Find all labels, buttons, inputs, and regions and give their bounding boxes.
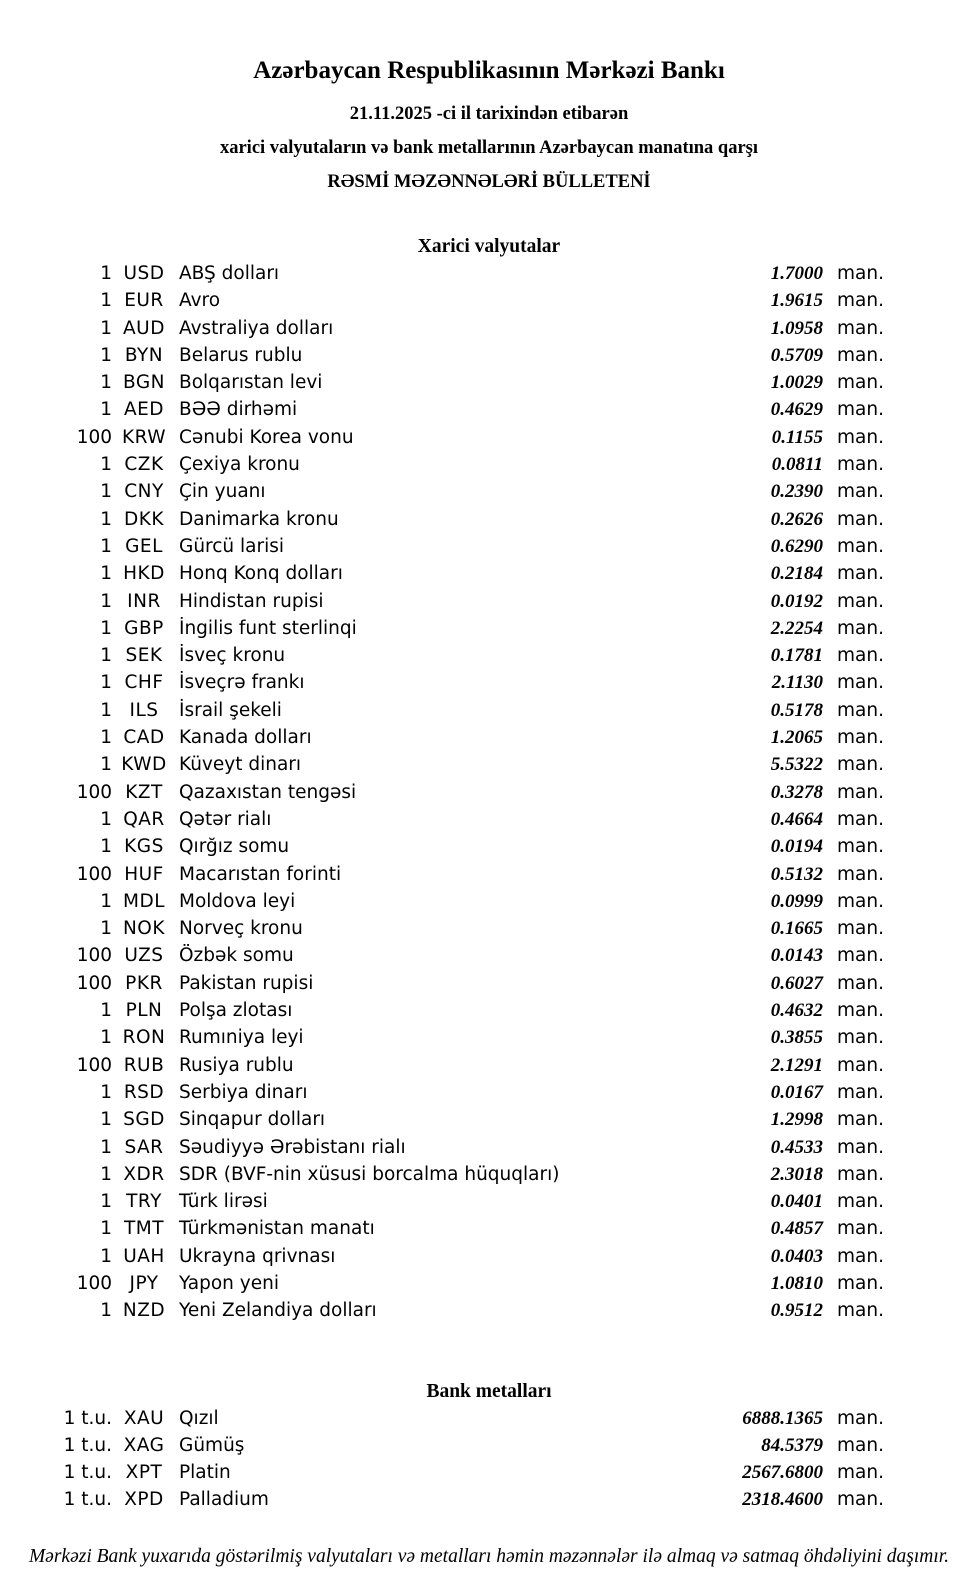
currency-rate-row [0,342,890,369]
rate-value-cell: 2.1291 [770,1054,823,1076]
unit-label-cell: man. [837,426,884,448]
currency-name-cell: Palladium [179,1489,269,1511]
quantity-cell: 1 t.u. [63,1489,112,1511]
unit-label-cell: man. [837,399,884,421]
currency-rate-row [0,478,890,505]
currency-code-cell: HKD [123,563,165,585]
quantity-cell: 1 [100,317,112,339]
currency-rate-row [0,724,890,751]
unit-label-cell: man. [837,1272,884,1294]
currency-name-cell: BƏƏ dirhəmi [179,399,298,421]
rate-value-cell: 0.4857 [770,1218,823,1240]
currency-code-cell: MDL [122,890,165,912]
quantity-cell: 1 t.u. [63,1407,112,1429]
currency-name-cell: Çin yuanı [179,481,266,503]
currency-rate-row [0,1297,890,1324]
rate-value-cell: 0.1155 [771,426,823,448]
currency-name-cell: SDR (BVF-nin xüsusi borcalma hüquqları) [179,1163,560,1185]
quantity-cell: 1 [100,1109,112,1131]
currency-name-cell: Çexiya kronu [179,454,300,476]
currency-code-cell: USD [123,263,165,284]
currency-rate-row [0,615,890,642]
currency-rate-row [0,1161,890,1188]
quantity-cell: 1 [100,1136,112,1158]
currency-code-cell: GBP [124,617,164,639]
currency-rate-row [0,1079,890,1106]
metal-rate-row [0,1432,890,1459]
bank-metals-section [0,1379,978,1514]
quantity-cell: 1 [100,918,112,940]
bulletin-footer [0,1544,978,1570]
rate-value-cell: 0.0143 [770,945,823,967]
currency-name-cell: Cənubi Korea vonu [179,426,354,448]
rate-value-cell: 0.0167 [770,1081,823,1103]
bank-title: Azərbaycan Respublikasının Mərkəzi Bankı [253,57,725,84]
quantity-cell: 1 [100,699,112,721]
currency-name-cell: Rumıniya leyi [179,1027,304,1049]
rate-value-cell: 1.0810 [770,1272,823,1294]
currency-name-cell: Honq Konq dolları [179,563,343,585]
currency-rate-row [0,833,890,860]
unit-label-cell: man. [837,1218,884,1240]
currency-code-cell: PKR [125,972,163,994]
currency-rate-row [0,424,890,451]
currency-code-cell: DKK [123,508,164,530]
currency-rate-row [0,260,890,287]
unit-label-cell: man. [837,535,884,557]
currency-rate-row [0,451,890,478]
currency-code-cell: SGD [123,1109,165,1131]
unit-label-cell: man. [837,590,884,612]
currency-rate-row [0,779,890,806]
currency-rate-row [0,369,890,396]
quantity-cell: 1 [100,808,112,830]
currency-rate-row [0,1188,890,1215]
currency-code-cell: SEK [125,645,163,667]
rate-value-cell: 1.7000 [770,263,823,284]
currency-name-cell: Yeni Zelandiya dolları [179,1300,377,1322]
unit-label-cell: man. [837,1136,884,1158]
currency-rate-row [0,970,890,997]
currency-name-cell: Macarıstan forinti [179,863,342,885]
currency-code-cell: NOK [122,918,166,940]
quantity-cell: 1 [100,1163,112,1185]
currency-name-cell: Qırğız somu [179,836,290,858]
currency-code-cell: EUR [124,290,164,312]
unit-label-cell: man. [837,1054,884,1076]
quantity-cell: 1 t.u. [63,1434,112,1456]
currency-name-cell: Bolqarıstan levi [179,372,323,394]
quantity-cell: 1 [100,1191,112,1213]
quantity-cell: 100 [76,426,112,448]
quantity-cell: 100 [76,945,112,967]
quantity-cell: 100 [76,1054,112,1076]
currency-name-cell: Gümüş [179,1434,245,1456]
currency-name-cell: Özbək somu [179,945,294,967]
currencies-rate-table [0,260,890,1325]
quantity-cell: 1 [100,399,112,421]
quantity-cell: 1 [100,1218,112,1240]
unit-label-cell: man. [837,781,884,803]
unit-label-cell: man. [837,1109,884,1131]
rate-value-cell: 0.2390 [770,481,823,503]
rate-value-cell: 1.0958 [770,317,823,339]
unit-label-cell: man. [837,945,884,967]
currency-name-cell: Avstraliya dolları [179,317,334,339]
rate-value-cell: 2.3018 [770,1163,823,1185]
unit-label-cell: man. [837,1027,884,1049]
currency-rate-row [0,1270,890,1297]
quantity-cell: 1 [100,754,112,776]
unit-label-cell: man. [837,1163,884,1185]
unit-label-cell: man. [837,1434,884,1456]
rate-value-cell: 0.2626 [770,508,823,530]
currency-name-cell: Türkmənistan manatı [179,1218,375,1240]
bulletin-title-line: RƏSMİ MƏZƏNNƏLƏRİ BÜLLETENİ [327,172,651,192]
rate-value-cell: 0.4632 [770,1000,823,1022]
currency-code-cell: HUF [124,863,164,885]
metals-rate-table [0,1405,890,1514]
currency-code-cell: CHF [124,672,164,694]
currency-name-cell: Norveç kronu [179,918,303,940]
rate-value-cell: 0.6290 [770,535,823,557]
currency-code-cell: UZS [124,945,164,967]
currency-code-cell: XPD [124,1489,164,1511]
unit-label-cell: man. [837,317,884,339]
currency-rate-row [0,861,890,888]
unit-label-cell: man. [837,699,884,721]
currency-code-cell: KGS [124,836,164,858]
currency-rate-row [0,669,890,696]
quantity-cell: 1 [100,481,112,503]
currency-code-cell: CAD [123,727,165,749]
currency-name-cell: Pakistan rupisi [179,972,314,994]
currency-name-cell: Platin [179,1462,231,1484]
currency-name-cell: Avro [179,290,221,312]
currency-name-cell: Səudiyyə Ərəbistanı rialı [179,1136,406,1158]
metal-rate-row [0,1459,890,1486]
currency-code-cell: XDR [123,1163,165,1185]
rate-value-cell: 0.1665 [770,918,823,940]
currency-code-cell: BGN [122,372,166,394]
unit-label-cell: man. [837,727,884,749]
unit-label-cell: man. [837,1300,884,1322]
currency-code-cell: KRW [121,426,167,448]
currency-code-cell: KWD [121,754,167,776]
currency-name-cell: Yapon yeni [179,1272,279,1294]
unit-label-cell: man. [837,617,884,639]
rate-value-cell: 0.0401 [770,1191,823,1213]
unit-label-cell: man. [837,454,884,476]
currency-name-cell: Belarus rublu [179,344,303,366]
quantity-cell: 1 [100,372,112,394]
currency-rate-row [0,506,890,533]
currency-code-cell: UAH [123,1245,165,1267]
rate-value-cell: 0.0999 [770,890,823,912]
currency-name-cell: İsrail şekeli [179,699,282,721]
rate-value-cell: 0.0811 [771,454,823,476]
rate-value-cell: 0.6027 [770,972,823,994]
currency-code-cell: QAR [123,808,165,830]
currency-code-cell: TMT [123,1218,165,1240]
currency-rate-row [0,1052,890,1079]
foreign-currencies-section [0,234,978,1325]
currency-rate-row [0,915,890,942]
rate-value-cell: 0.1781 [770,645,823,667]
unit-label-cell: man. [837,808,884,830]
currency-name-cell: Sinqapur dolları [179,1109,326,1131]
currency-name-cell: Kanada dolları [179,727,312,749]
unit-label-cell: man. [837,1245,884,1267]
currency-rate-row [0,1106,890,1133]
currency-rate-row [0,942,890,969]
currency-code-cell: XAG [123,1434,165,1456]
quantity-cell: 1 [100,290,112,312]
rate-value-cell: 0.4629 [770,399,823,421]
quantity-cell: 1 [100,1027,112,1049]
currency-name-cell: Qazaxıstan tengəsi [179,781,357,803]
rate-value-cell: 0.4533 [770,1136,823,1158]
unit-label-cell: man. [837,563,884,585]
currency-name-cell: İngilis funt sterlinqi [179,617,357,639]
currency-rate-row [0,697,890,724]
rate-value-cell: 2.2254 [770,617,823,639]
currency-name-cell: ABŞ dolları [179,263,280,284]
scope-line: xarici valyutaların və bank metallarının Azərbaycan manatına qarşı [219,138,759,158]
currency-name-cell: Qətər rialı [179,808,272,830]
currency-rate-row [0,1243,890,1270]
currency-code-cell: INR [127,590,161,612]
quantity-cell: 1 [100,1300,112,1322]
unit-label-cell: man. [837,481,884,503]
rate-value-cell: 0.4664 [770,808,823,830]
unit-label-cell: man. [837,1489,884,1511]
quantity-cell: 1 [100,645,112,667]
rate-value-cell: 0.9512 [770,1300,823,1322]
quantity-cell: 100 [76,1272,112,1294]
rate-value-cell: 0.5709 [770,344,823,366]
quantity-cell: 1 [100,836,112,858]
currency-rate-row [0,642,890,669]
currency-rate-row [0,315,890,342]
unit-label-cell: man. [837,290,884,312]
currency-rate-row [0,1215,890,1242]
quantity-cell: 1 [100,617,112,639]
unit-label-cell: man. [837,263,884,284]
currency-rate-row [0,997,890,1024]
currency-name-cell: Küveyt dinarı [179,754,302,776]
metals-section-heading: Bank metalları [426,1380,552,1402]
currency-rate-row [0,751,890,778]
rate-value-cell: 0.5132 [770,863,823,885]
currency-name-cell: Polşa zlotası [179,1000,293,1022]
currency-rate-row [0,560,890,587]
currency-rate-row [0,888,890,915]
unit-label-cell: man. [837,836,884,858]
currency-rate-row [0,287,890,314]
rate-value-cell: 0.5178 [770,699,823,721]
currency-code-cell: ILS [129,699,159,721]
currency-name-cell: İsveç kronu [179,645,286,667]
metal-rate-row [0,1405,890,1432]
unit-label-cell: man. [837,863,884,885]
currency-name-cell: Gürcü larisi [179,535,285,557]
quantity-cell: 100 [76,863,112,885]
unit-label-cell: man. [837,672,884,694]
obligation-note: Mərkəzi Bank yuxarıda göstərilmiş valyutaları və metalları həmin məzənnələr ilə almaq və satmaq öhdəliyini daşımır. [28,1545,950,1567]
unit-label-cell: man. [837,1462,884,1484]
rate-value-cell: 1.2065 [770,727,823,749]
rate-value-cell: 0.0194 [770,836,823,858]
quantity-cell: 1 [100,508,112,530]
unit-label-cell: man. [837,372,884,394]
currency-name-cell: İsveçrə frankı [179,672,305,694]
currency-code-cell: TRY [126,1191,162,1213]
currency-code-cell: AUD [123,317,165,339]
unit-label-cell: man. [837,645,884,667]
currency-code-cell: CNY [124,481,164,503]
quantity-cell: 1 [100,1081,112,1103]
quantity-cell: 1 [100,263,112,284]
rate-value-cell: 1.9615 [770,290,823,312]
rate-value-cell: 0.0192 [770,590,823,612]
rate-value-cell: 6888.1365 [742,1407,823,1429]
rate-value-cell: 2.1130 [771,672,823,694]
currency-code-cell: AED [123,399,165,421]
quantity-cell: 1 [100,672,112,694]
rate-value-cell: 0.3855 [770,1027,823,1049]
quantity-cell: 1 [100,727,112,749]
currency-code-cell: CZK [124,454,164,476]
unit-label-cell: man. [837,1191,884,1213]
quantity-cell: 1 [100,1000,112,1022]
unit-label-cell: man. [837,1407,884,1429]
currency-name-cell: Rusiya rublu [179,1054,294,1076]
currency-code-cell: PLN [125,1000,163,1022]
rate-value-cell: 2567.6800 [742,1462,823,1484]
quantity-cell: 1 [100,535,112,557]
currency-name-cell: Serbiya dinarı [179,1081,308,1103]
currency-name-cell: Türk lirəsi [179,1191,268,1213]
currency-code-cell: BYN [124,344,164,366]
quantity-cell: 1 [100,454,112,476]
currency-code-cell: JPY [129,1272,159,1294]
unit-label-cell: man. [837,1000,884,1022]
rate-value-cell: 0.3278 [770,781,823,803]
currency-rate-row [0,396,890,423]
currency-name-cell: Qızıl [179,1407,219,1429]
unit-label-cell: man. [837,890,884,912]
currency-rate-row [0,1024,890,1051]
currency-code-cell: RON [122,1027,166,1049]
unit-label-cell: man. [837,754,884,776]
rate-value-cell: 1.2998 [770,1109,823,1131]
currency-name-cell: Hindistan rupisi [179,590,324,612]
currency-rate-row [0,533,890,560]
currencies-section-heading: Xarici valyutalar [417,236,561,257]
metal-rate-row [0,1486,890,1513]
currency-code-cell: GEL [125,535,163,557]
rate-value-cell: 84.5379 [761,1434,823,1456]
unit-label-cell: man. [837,508,884,530]
unit-label-cell: man. [837,972,884,994]
currency-rate-row [0,806,890,833]
unit-label-cell: man. [837,344,884,366]
currency-code-cell: RUB [123,1054,165,1076]
quantity-cell: 1 [100,1245,112,1267]
quantity-cell: 1 [100,563,112,585]
rate-value-cell: 5.5322 [770,754,823,776]
currency-rate-row [0,588,890,615]
currency-code-cell: SAR [124,1136,164,1158]
quantity-cell: 1 [100,890,112,912]
currency-name-cell: Moldova leyi [179,890,296,912]
quantity-cell: 1 [100,344,112,366]
quantity-cell: 100 [76,972,112,994]
unit-label-cell: man. [837,918,884,940]
quantity-cell: 1 [100,590,112,612]
currency-code-cell: XAU [123,1407,165,1429]
currency-rate-row [0,1134,890,1161]
currency-code-cell: KZT [125,781,163,803]
currency-name-cell: Ukrayna qrivnası [179,1245,336,1267]
rate-value-cell: 1.0029 [770,372,823,394]
currency-code-cell: NZD [122,1300,166,1322]
effective-date-line: 21.11.2025 -ci il tarixindən etibarən [349,104,629,124]
unit-label-cell: man. [837,1081,884,1103]
currency-code-cell: RSD [123,1081,165,1103]
quantity-cell: 1 t.u. [63,1462,112,1484]
rate-value-cell: 0.0403 [770,1245,823,1267]
currency-name-cell: Danimarka kronu [179,508,339,530]
bulletin-header [0,56,978,194]
rate-value-cell: 0.2184 [770,563,823,585]
rate-value-cell: 2318.4600 [742,1489,823,1511]
currency-code-cell: XPT [125,1462,163,1484]
quantity-cell: 100 [76,781,112,803]
